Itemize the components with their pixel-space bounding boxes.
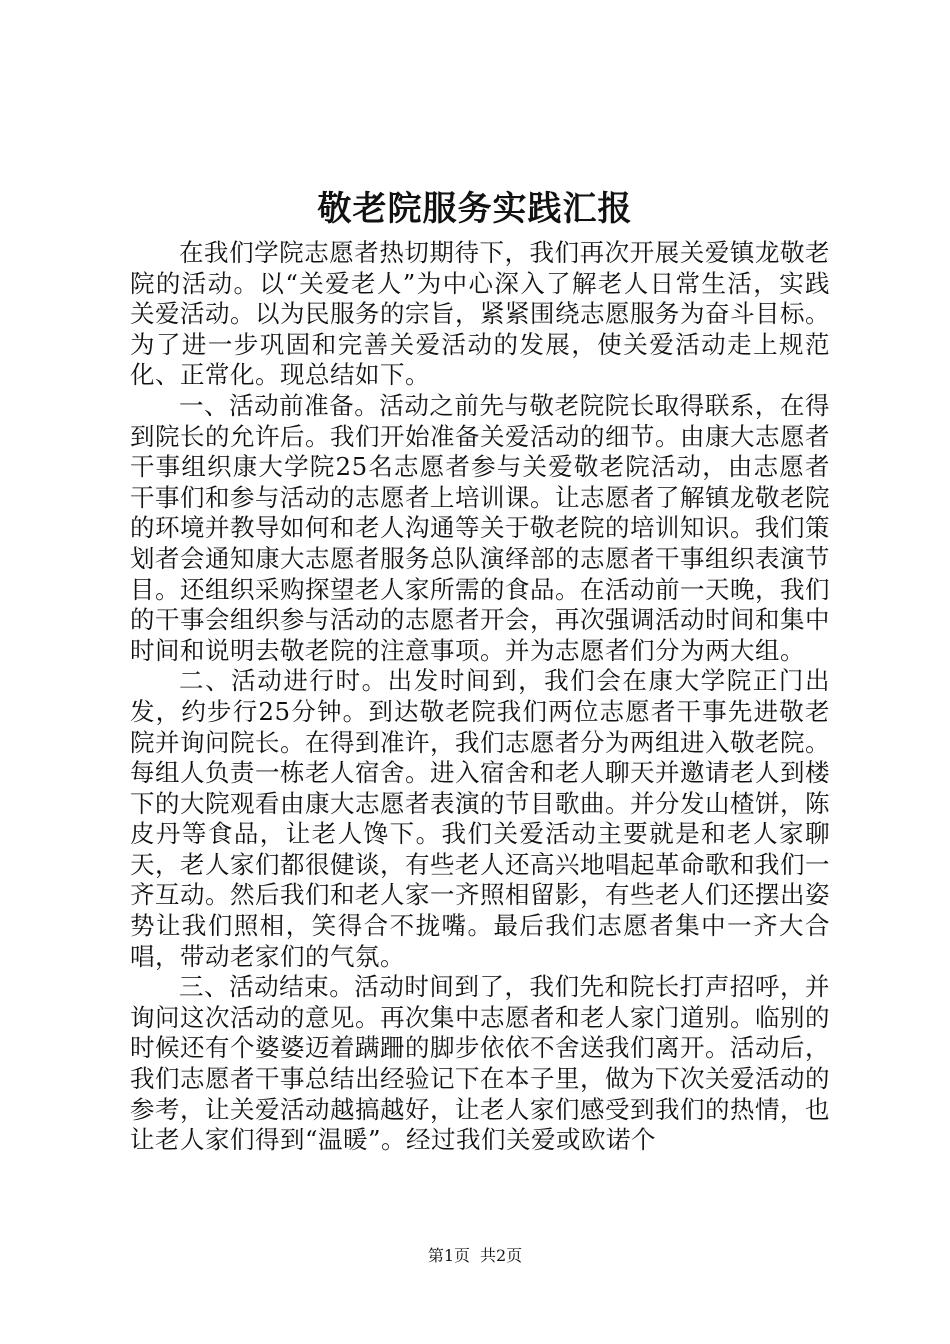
page-total: 共2页 (480, 1246, 523, 1265)
page-number: 第1页 (427, 1246, 470, 1265)
paragraph-activity: 二、活动进行时。出发时间到，我们会在康大学院正门出发，约步行25分钟。到达敬老院我们两位志愿者干事先进敬老院并询问院长。在得到准许，我们志愿者分为两组进入敬老院。每组人负责一栋老人宿舍。进入宿舍和老人聊天并邀请老人到楼下的大院观看由康大志愿者表演的节目歌曲。并分发山楂饼，陈皮丹等食品，让老人馋下。我们关爱活动主要就是和老人家聊天，老人家们都很健谈，有些老人还高兴地唱起革命歌和我们一齐互动。然后我们和老人家一齐照相留影，有些老人们还摆出姿势让我们照相，笑得合不拢嘴。最后我们志愿者集中一齐大合唱，带动老家们的气氛。 (130, 666, 830, 971)
paragraph-intro: 在我们学院志愿者热切期待下，我们再次开展关爱镇龙敬老院的活动。以“关爱老人”为中心深入了解老人日常生活，实践关爱活动。以为民服务的宗旨，紧紧围绕志愿服务为奋斗目标。为了进一步巩固和完善关爱活动的发展，使关爱活动走上规范化、正常化。现总结如下。 (130, 238, 830, 390)
page-footer (0, 1244, 950, 1268)
paragraph-conclusion: 三、活动结束。活动时间到了，我们先和院长打声招呼，并询问这次活动的意见。再次集中志愿者和老人家门道别。临别的时候还有个婆婆迈着蹒跚的脚步依依不舍送我们离开。活动后，我们志愿者干事总结出经验记下在本子里，做为下次关爱活动的参考，让关爱活动越搞越好，让老人家们感受到我们的热情，也让老人家们得到“温暖”。经过我们关爱或欧诺个 (130, 972, 830, 1155)
document-body (130, 238, 830, 1156)
paragraph-preparation: 一、活动前准备。活动之前先与敬老院院长取得联系，在得到院长的允许后。我们开始准备关爱活动的细节。由康大志愿者干事组织康大学院25名志愿者参与关爱敬老院活动，由志愿者干事们和参与活动的志愿者上培训课。让志愿者了解镇龙敬老院的环境并教导如何和老人沟通等关于敬老院的培训知识。我们策划者会通知康大志愿者服务总队演绎部的志愿者干事组织表演节目。还组织采购探望老人家所需的食品。在活动前一天晚，我们的干事会组织参与活动的志愿者开会，再次强调活动时间和集中时间和说明去敬老院的注意事项。并为志愿者们分为两大组。 (130, 390, 830, 665)
document-title: 敬老院服务实践汇报 (317, 189, 633, 229)
